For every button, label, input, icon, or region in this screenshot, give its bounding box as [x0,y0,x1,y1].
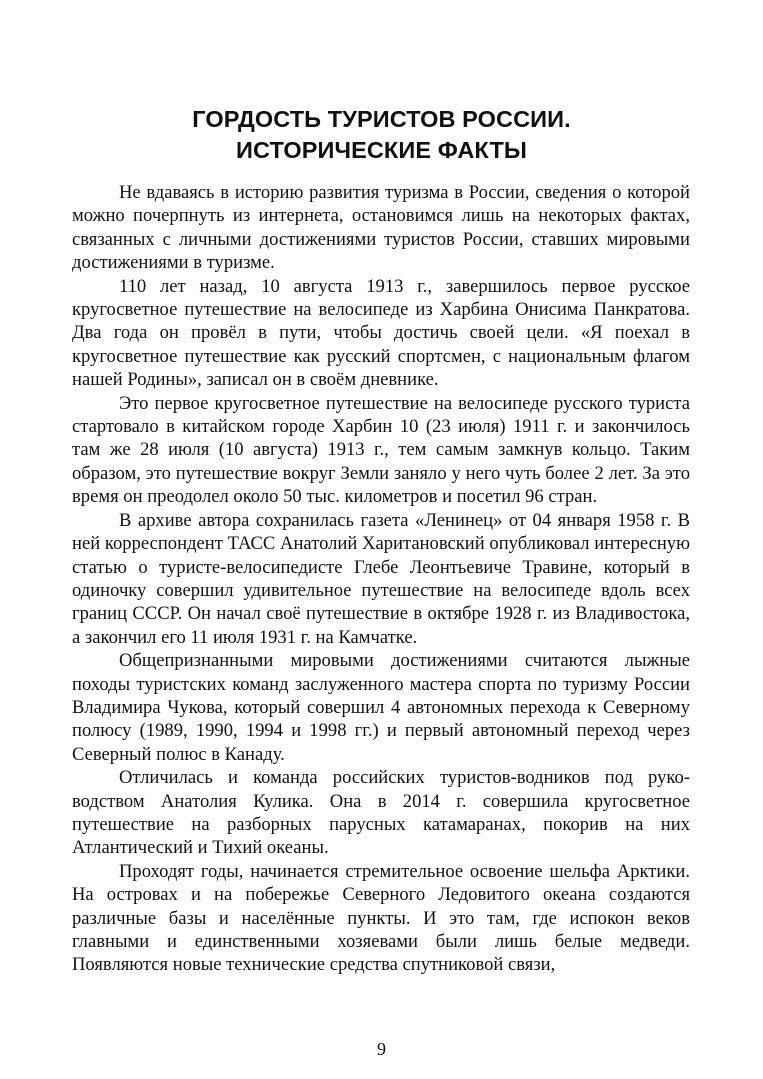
paragraph: Это первое кругосветное путешествие на велосипеде русского туриста стартовало в китайском городе Харбин 10 (23 июля) 1911 г. и закончилось там же 28 июля (10 августа) 1913 г., тем самым замкнув кольцо. Таким образом, это путешествие вокруг Земли заняло у него чуть более 2 лет. За это время он преодолел около 50 тыс. километров и посетил 96 стран. [72,392,690,508]
title-line-1: ГОРДОСТЬ ТУРИСТОВ РОССИИ. [192,106,571,132]
paragraph: Не вдаваясь в историю развития туризма в России, сведения о которой можно почерпнуть из интернета, остановимся лишь на некоторых фактах, связанных с личными достижениями туристов России, ставших мировыми достижениями в туризме. [72,182,690,274]
paragraph: 110 лет назад, 10 августа 1913 г., завершилось первое русское кругосветное путешествие на велосипеде из Харбина Онисима Панкратова. Два года он провёл в пути, чтобы достичь своей цели. «Я поехал в кругосветное путешествие как русский спортсмен, с национальным флагом нашей Родины», записал он в своём дневнике. [72,275,690,391]
page-number: 9 [377,1039,386,1059]
paragraph: В архиве автора сохранилась газета «Ленинец» от 04 января 1958 г. В ней корреспондент ТАСС Анатолий Харитановский опубликовал интересную статью о туристе-велосипедисте Глебе Леонтьевиче Травине, который в одиночку совершил удивительное путешествие на велосипеде вдоль всех границ СССР. Он начал своё путешествие в октябре 1928 г. из Владивостока, а закончил его 11 июля 1931 г. на Камчатке. [72,509,690,648]
page-title [70,104,693,166]
paragraph: Проходят годы, начинается стремительное освоение шельфа Арктики. На островах и на побережье Северного Ледовитого океана создаются различные базы и населённые пункты. И это там, где испокон веков главными и единственными хозяевами были лишь белые медведи. Появляются новые технические средства спутниковой связи, [72,860,690,976]
body-text [72,181,690,977]
paragraph: Общепризнанными мировыми достижениями считаются лыжные походы туристских команд заслуженного мастера спорта по туризму России Владимира Чукова, который совершил 4 автономных перехода к Северному полюсу (1989, 1990, 1994 и 1998 гг.) и первый автономный переход через Северный полюс в Канаду. [72,650,690,765]
paragraph: Отличилась и команда российских туристов-водников под руководством Анатолия Кулика. Она в 2014 г. совершила кругосветное путешествие на разборных парусных катамаранах, покорив на них Атлантический и Тихий океаны. [72,767,690,859]
title-line-2: ИСТОРИЧЕСКИЕ ФАКТЫ [235,137,528,163]
